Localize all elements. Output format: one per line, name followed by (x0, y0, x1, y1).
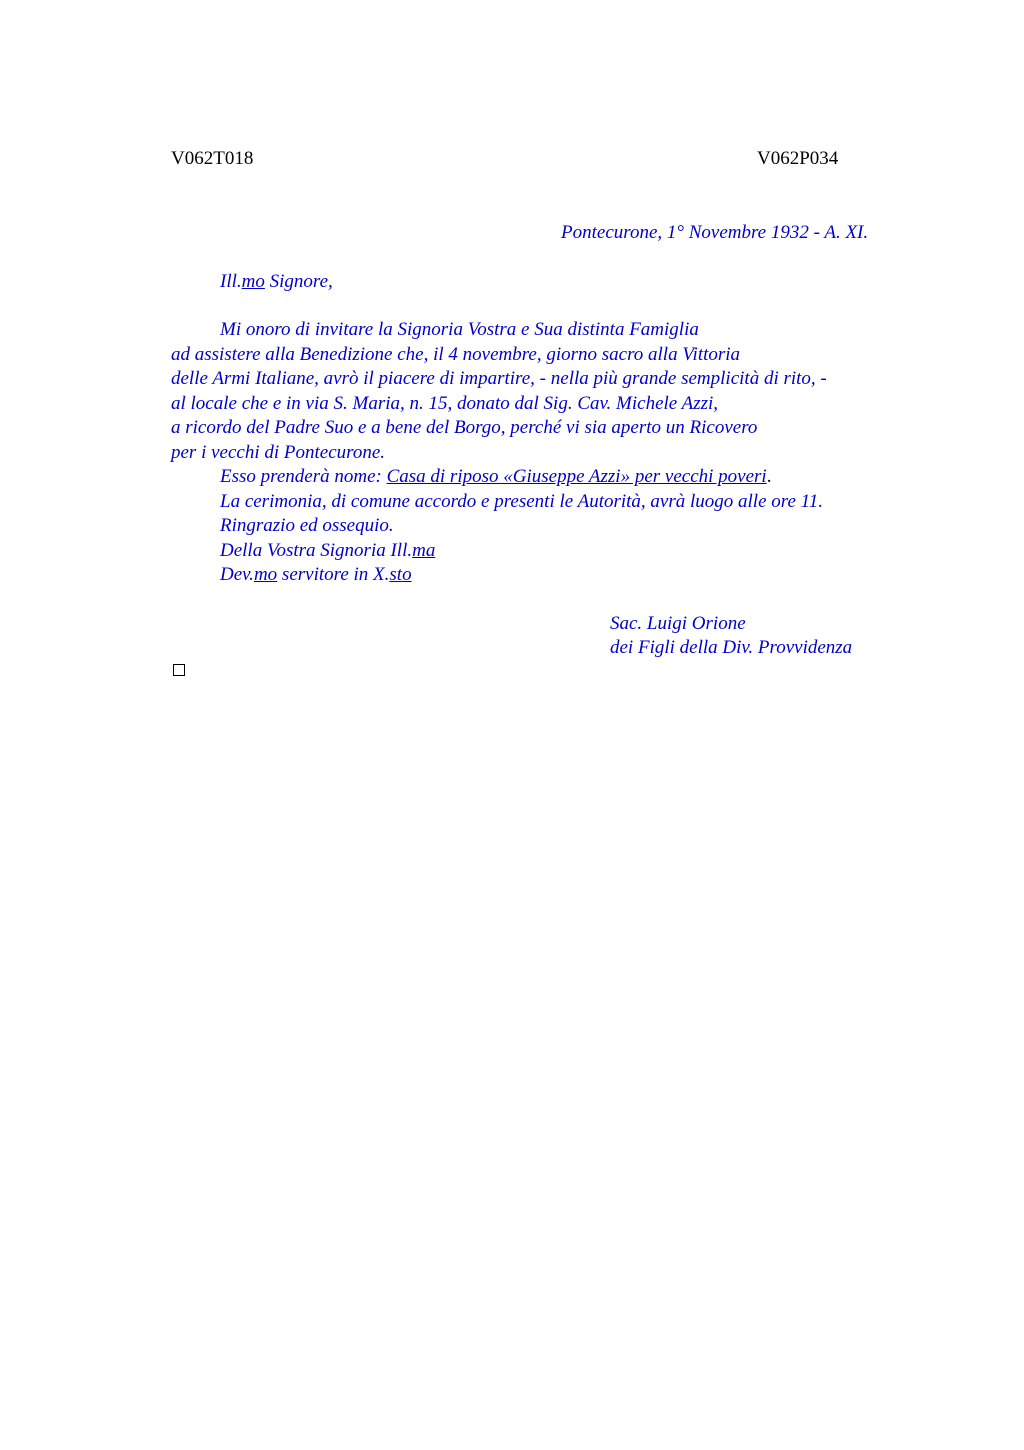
document-code-right: V062P034 (757, 148, 839, 169)
closing-1-prefix: Della Vostra Signoria Ill. (220, 540, 413, 561)
body-line: ad assistere alla Benedizione che, il 4 novembre, giorno sacro alla Vittoria (171, 344, 741, 365)
place-date: Pontecurone, 1° Novembre 1932 - A. XI. (561, 222, 869, 243)
document-code-left: V062T018 (171, 148, 254, 169)
institution-name: Casa di riposo «Giuseppe Azzi» per vecchi poveri (386, 466, 767, 487)
name-line (220, 465, 771, 489)
thanks-line: Ringrazio ed ossequio. (220, 515, 394, 536)
ceremony-line: La cerimonia, di comune accordo e presenti le Autorità, avrà luogo alle ore 11. (220, 491, 823, 512)
closing-1-abbrev: ma (412, 540, 436, 561)
signature-title: dei Figli della Div. Provvidenza (610, 637, 853, 658)
body-line: Mi onoro di invitare la Signoria Vostra e Sua distinta Famiglia (220, 319, 699, 340)
salutation (220, 270, 333, 294)
closing-2-abbrev-2: sto (389, 564, 412, 585)
body-line: delle Armi Italiane, avrò il piacere di impartire, - nella più grande semplicità di rito, - (171, 368, 827, 389)
body-line: al locale che e in via S. Maria, n. 15, donato dal Sig. Cav. Michele Azzi, (171, 393, 719, 414)
closing-line-2 (220, 563, 412, 587)
salutation-rest: Signore, (264, 271, 333, 292)
salutation-abbrev: mo (241, 271, 265, 292)
salutation-prefix: Ill. (220, 271, 242, 292)
name-line-suffix: . (766, 466, 772, 487)
empty-square-icon (173, 664, 185, 676)
body-line: a ricordo del Padre Suo e a bene del Borgo, perché vi sia aperto un Ricovero (171, 417, 758, 438)
closing-2-abbrev-1: mo (253, 564, 278, 585)
closing-line-1 (220, 539, 435, 563)
closing-2-middle: servitore in X. (277, 564, 390, 585)
body-line: per i vecchi di Pontecurone. (171, 442, 386, 463)
signature-name: Sac. Luigi Orione (610, 613, 746, 634)
closing-2-prefix: Dev. (220, 564, 254, 585)
name-line-prefix: Esso prenderà nome: (220, 466, 387, 487)
